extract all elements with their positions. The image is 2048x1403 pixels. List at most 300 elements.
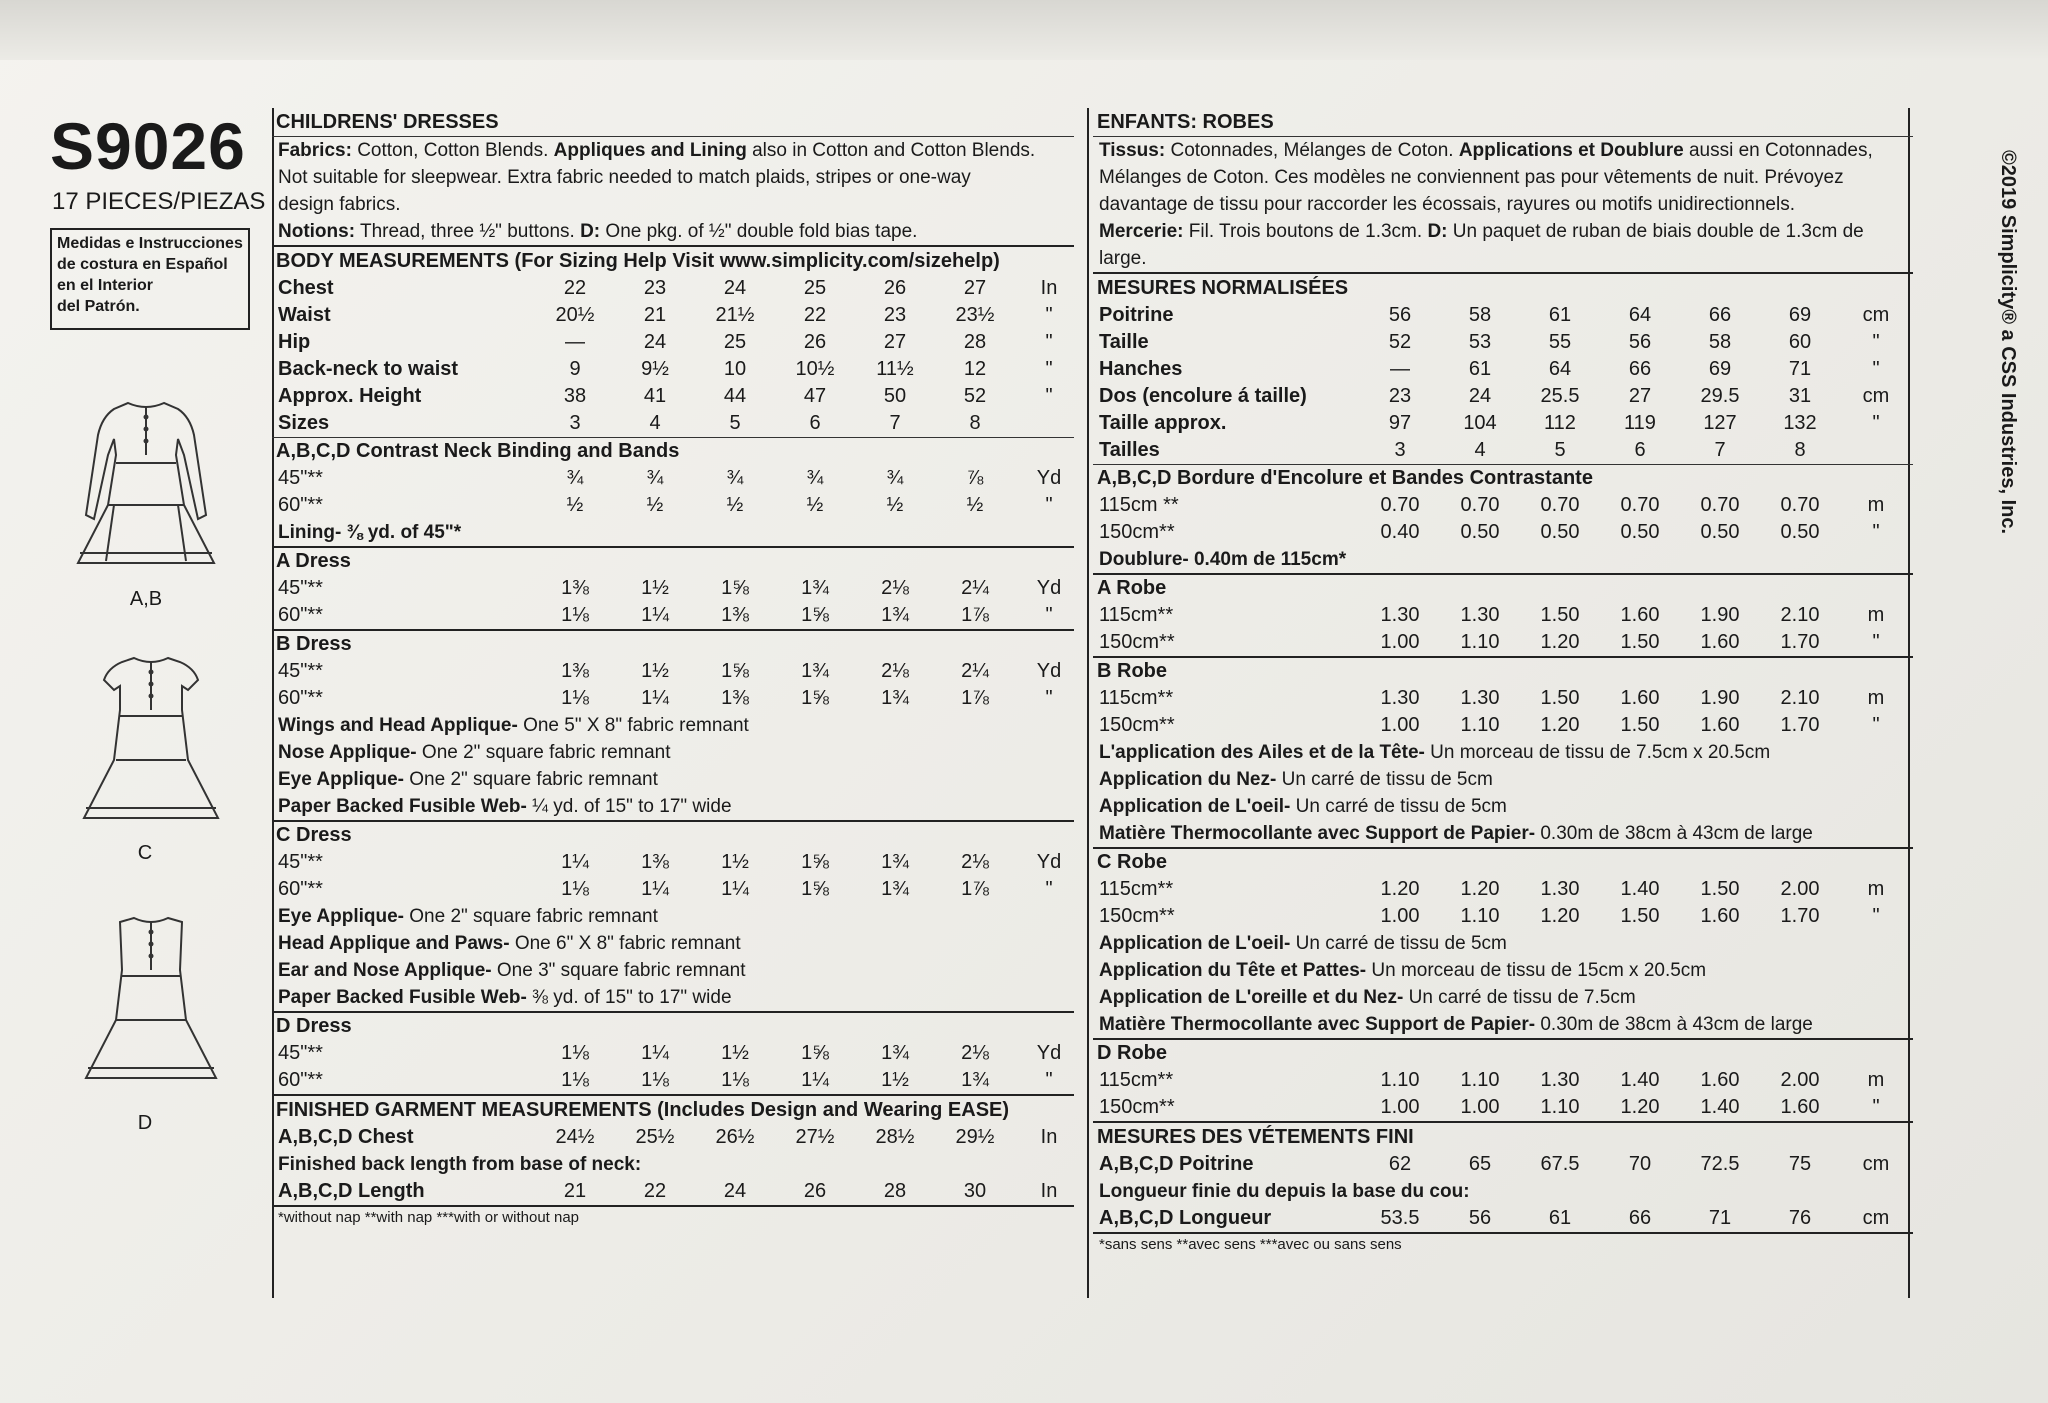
table-row (1093, 383, 1913, 410)
cell-value: 6 (1634, 439, 1646, 461)
cell-value: ¾ (886, 467, 904, 489)
fabrics-paragraph (272, 137, 1074, 218)
row-label: 115cm** (1099, 604, 1174, 626)
cell-value: 1¼ (721, 878, 749, 900)
note-bold: Ear and Nose Applique- (278, 960, 492, 981)
finished-longueur-row (1093, 1205, 1913, 1234)
cell-value: 10 (723, 358, 747, 380)
table-row (1093, 1094, 1913, 1121)
table-row (272, 383, 1074, 410)
section-title: B Robe (1097, 660, 1167, 682)
table-row (272, 275, 1074, 302)
note-bold: L'application des Ailes et de la Tête- (1099, 742, 1425, 763)
cell-value: 112 (1544, 412, 1576, 434)
unit-label: Yd (1036, 660, 1062, 682)
cell-value: 58 (1708, 331, 1732, 353)
unit-label: " (1045, 687, 1053, 709)
cell-value: 1⅜ (561, 660, 589, 682)
cell-value: 1.30 (1460, 687, 1500, 709)
table-row (272, 685, 1074, 712)
cell-value: 1.60 (1620, 687, 1660, 709)
section-title: C Robe (1097, 851, 1167, 873)
cell-value: 3 (569, 412, 581, 434)
cell-value: 72.5 (1700, 1153, 1740, 1175)
cell-value: 24½ (555, 1126, 595, 1148)
table-row (1093, 1067, 1913, 1094)
notions-paragraph (272, 218, 1074, 247)
cell-value: 1.40 (1700, 1096, 1740, 1118)
cell-value: 1¾ (881, 851, 909, 873)
row-label: 60"** (278, 494, 323, 516)
section-title: C Dress (276, 824, 352, 846)
section-note (272, 984, 1074, 1011)
mesures-header: MESURES NORMALISÉES (1097, 277, 1349, 299)
unit-label: " (1872, 905, 1880, 927)
body-measurements-table (272, 275, 1074, 410)
unit-label: " (1045, 604, 1053, 626)
row-label: Dos (encolure á taille) (1099, 385, 1307, 407)
cell-value: 1.50 (1540, 687, 1580, 709)
tissus-line-3: davantage de tissu pour raccorder les écossais, rayures ou motifs unidirectionnels. (1099, 194, 1795, 215)
row-label: Poitrine (1099, 304, 1174, 326)
yardage-section (1093, 1040, 1913, 1123)
cell-value: 1.70 (1780, 905, 1820, 927)
view-label-d: D (137, 1112, 153, 1134)
note-bold: Paper Backed Fusible Web- (278, 796, 527, 817)
cell-value: 1.00 (1380, 631, 1420, 653)
copyright-text: ©2019 Simplicity® a CSS Industries, Inc. (1997, 150, 2019, 535)
row-label: 150cm** (1099, 631, 1175, 653)
cell-value: 24 (723, 1180, 747, 1202)
cell-value: 66 (1628, 1207, 1652, 1229)
finished-length-row (272, 1178, 1074, 1207)
cell-value: 26 (883, 277, 907, 299)
cell-value: 1¼ (641, 687, 669, 709)
cell-value: 25.5 (1540, 385, 1580, 407)
cell-value: 25 (803, 277, 827, 299)
unit-label: In (1040, 1126, 1058, 1148)
unit-label: Yd (1036, 1042, 1062, 1064)
row-label: 60"** (278, 604, 323, 626)
unit-label: " (1872, 1096, 1880, 1118)
note-bold: Application de L'oeil- (1099, 796, 1291, 817)
row-label: Approx. Height (278, 385, 422, 407)
note-text: One 2" square fabric remnant (403, 906, 658, 927)
cell-value: 66 (1708, 304, 1732, 326)
row-label: 45"** (278, 1042, 323, 1064)
cell-value: 23 (643, 277, 667, 299)
spanish-note-line: de costura en Español (57, 256, 228, 273)
finished-poitrine-row (1093, 1151, 1913, 1178)
cell-value: 69 (1788, 304, 1812, 326)
unit-label: Yd (1036, 467, 1062, 489)
note-bold: Nose Applique- (278, 742, 417, 763)
cell-value: 26 (803, 331, 827, 353)
cell-value: 119 (1624, 412, 1656, 434)
row-label: Tailles (1099, 439, 1160, 461)
cell-value: 132 (1783, 412, 1817, 434)
table-row (1093, 329, 1913, 356)
cell-value: 2¼ (961, 577, 989, 599)
cell-value: 44 (723, 385, 747, 407)
unit-label: Yd (1036, 577, 1062, 599)
spanish-note-line: Medidas e Instrucciones (57, 235, 243, 252)
cell-value: 1¾ (881, 687, 909, 709)
cell-value: 104 (1463, 412, 1497, 434)
row-label: 115cm** (1099, 878, 1174, 900)
yardage-section (1093, 575, 1913, 658)
cell-value: 1⅛ (561, 687, 589, 709)
yardage-section (1093, 658, 1913, 849)
cell-value: 1½ (641, 660, 669, 682)
cell-value: 1.70 (1780, 631, 1820, 653)
cell-value: 26 (803, 1180, 827, 1202)
dress-c-sketch (76, 650, 226, 830)
cell-value: 1.10 (1460, 631, 1500, 653)
cell-value: ¾ (806, 467, 824, 489)
row-label: 115cm** (1099, 1069, 1174, 1091)
cell-value: 1¾ (881, 878, 909, 900)
cell-value: 66 (1628, 358, 1652, 380)
finished-chest-row (272, 1124, 1074, 1151)
section-title: A,B,C,D Bordure d'Encolure et Bandes Contrastante (1097, 467, 1593, 489)
cell-value: ½ (806, 494, 824, 516)
cell-value: 7 (889, 412, 901, 434)
dress-ab-sketch (66, 395, 226, 575)
cell-value: 1.60 (1780, 1096, 1820, 1118)
table-row (272, 1040, 1074, 1067)
cell-value: 0.70 (1460, 494, 1500, 516)
cell-value: 1⅛ (721, 1069, 749, 1091)
unit-label: " (1872, 714, 1880, 736)
section-title: A Dress (276, 550, 351, 572)
cell-value: 1¾ (801, 577, 829, 599)
cell-value: 60 (1788, 331, 1812, 353)
cell-value: 0.70 (1780, 494, 1820, 516)
cell-value: 27 (883, 331, 907, 353)
section-title: A,B,C,D Contrast Neck Binding and Bands (276, 440, 680, 462)
yardage-section (272, 631, 1074, 822)
cell-value: 1⅝ (721, 577, 749, 599)
cell-value: 0.70 (1540, 494, 1580, 516)
cell-value: 1.60 (1700, 1069, 1740, 1091)
cell-value: 2⅛ (961, 1042, 989, 1064)
cell-value: 25 (723, 331, 747, 353)
note-bold: Matière Thermocollante avec Support de Papier- (1099, 1014, 1536, 1035)
cell-value: 6 (809, 412, 821, 434)
spanish-note-line: en el Interior (57, 277, 154, 294)
cell-value: 1⅛ (561, 1069, 589, 1091)
cell-value: 1.50 (1700, 878, 1740, 900)
cell-value: 1⅜ (561, 577, 589, 599)
tissus-bold: Applications et Doublure (1458, 140, 1684, 161)
longueur-note: Longueur finie du depuis la base du cou: (1099, 1181, 1470, 1202)
cell-value: 8 (969, 412, 981, 434)
cell-value: 1¼ (561, 851, 589, 873)
unit-label: " (1872, 412, 1880, 434)
spanish-note-line: del Patrón. (57, 298, 140, 315)
cell-value: 64 (1628, 304, 1652, 326)
cell-value: 1.70 (1780, 714, 1820, 736)
cell-value: 1⅝ (721, 660, 749, 682)
note-text: Un carré de tissu de 5cm (1276, 769, 1493, 790)
cell-value: 1.00 (1380, 905, 1420, 927)
cell-value: 22 (643, 1180, 667, 1202)
cell-value: 1.20 (1380, 878, 1420, 900)
cell-value: ¾ (726, 467, 744, 489)
unit-label: " (1045, 304, 1053, 326)
cell-value: 1⅛ (561, 878, 589, 900)
section-title: D Robe (1097, 1042, 1167, 1064)
row-label: 115cm ** (1099, 494, 1179, 516)
cell-value: 97 (1388, 412, 1412, 434)
row-label: 60"** (278, 878, 323, 900)
english-title: CHILDRENS' DRESSES (272, 108, 1074, 137)
metrage-sections (1093, 465, 1913, 1123)
note-text: 0.30m de 38cm à 43cm de large (1535, 1014, 1813, 1035)
note-text: ⅜ yd. of 15" to 17" wide (526, 987, 732, 1008)
table-row (1093, 629, 1913, 656)
cell-value: 11½ (876, 358, 914, 380)
tissus-paragraph (1093, 137, 1913, 218)
unit-label: " (1872, 631, 1880, 653)
section-note (1093, 930, 1913, 957)
dress-d-sketch (76, 910, 226, 1090)
cell-value: 2⅛ (881, 577, 909, 599)
cell-value: 56 (1468, 1207, 1492, 1229)
english-column (272, 108, 1074, 1229)
row-label: A,B,C,D Length (278, 1180, 425, 1202)
cell-value: 1¼ (641, 1042, 669, 1064)
cell-value: 12 (963, 358, 987, 380)
fabrics-rest: also in Cotton and Cotton Blends. (746, 140, 1036, 161)
cell-value: 1.30 (1380, 604, 1420, 626)
note-bold: Wings and Head Applique- (278, 715, 518, 736)
row-label: 150cm** (1099, 1096, 1175, 1118)
cell-value: 71 (1708, 1207, 1732, 1229)
sizes-row (272, 410, 1074, 438)
cell-value: 1.10 (1380, 1069, 1420, 1091)
section-note (1093, 739, 1913, 766)
finished-measurements-header: FINISHED GARMENT MEASUREMENTS (Includes Design and Wearing EASE) (276, 1099, 1010, 1121)
table-row (1093, 712, 1913, 739)
unit-label: m (1867, 1069, 1885, 1091)
cell-value: 64 (1548, 358, 1572, 380)
table-row (1093, 685, 1913, 712)
french-title: ENFANTS: ROBES (1093, 108, 1913, 137)
note-bold: Head Applique and Paws- (278, 933, 510, 954)
unit-label: " (1045, 331, 1053, 353)
cell-value: 56 (1388, 304, 1412, 326)
cell-value: 71 (1788, 358, 1812, 380)
table-row (272, 302, 1074, 329)
note-text: Un carré de tissu de 5cm (1290, 933, 1507, 954)
unit-label: m (1867, 494, 1885, 516)
cell-value: ¾ (646, 467, 664, 489)
table-row (272, 1067, 1074, 1094)
cell-value: 0.50 (1540, 521, 1580, 543)
row-label: Hanches (1099, 358, 1183, 380)
section-title: D Dress (276, 1015, 352, 1037)
row-label: A,B,C,D Poitrine (1099, 1153, 1254, 1175)
cell-value: 0.50 (1780, 521, 1820, 543)
cell-value: 1.00 (1380, 714, 1420, 736)
cell-value: 58 (1468, 304, 1492, 326)
cell-value: 22 (563, 277, 587, 299)
cell-value: ½ (646, 494, 664, 516)
cell-value: 61 (1548, 304, 1572, 326)
unit-label: m (1867, 878, 1885, 900)
section-note (272, 903, 1074, 930)
cell-value: 24 (723, 277, 747, 299)
unit-label: In (1040, 277, 1058, 299)
cell-value: 3 (1394, 439, 1406, 461)
cell-value: 1¾ (881, 604, 909, 626)
note-text: One 5" X 8" fabric remnant (517, 715, 749, 736)
note-text: Un morceau de tissu de 15cm x 20.5cm (1366, 960, 1707, 981)
unit-label: " (1045, 358, 1053, 380)
cell-value: 1.90 (1700, 604, 1740, 626)
cell-value: 1.20 (1540, 905, 1580, 927)
note-bold: Application de L'oreille et du Nez- (1099, 987, 1404, 1008)
section-note (272, 930, 1074, 957)
fabrics-text: Cotton, Cotton Blends. (351, 140, 554, 161)
mesures-finies-header: MESURES DES VÉTEMENTS FINI (1097, 1126, 1414, 1148)
cell-value: 0.70 (1700, 494, 1740, 516)
fabrics-line-3: design fabrics. (278, 194, 401, 215)
note-text: One 2" square fabric remnant (416, 742, 671, 763)
cell-value: 7 (1714, 439, 1726, 461)
cell-value: 22 (803, 304, 827, 326)
cell-value: 28 (883, 1180, 907, 1202)
cell-value: 0.40 (1380, 521, 1420, 543)
table-row (272, 465, 1074, 492)
cell-value: 1.60 (1620, 604, 1660, 626)
cell-value: 69 (1708, 358, 1732, 380)
cell-value: 1.60 (1700, 631, 1740, 653)
unit-label: Yd (1036, 851, 1062, 873)
cell-value: — (1390, 358, 1410, 380)
section-note (1093, 984, 1913, 1011)
pattern-number: S9026 (50, 109, 246, 183)
row-label: Taille (1099, 331, 1149, 353)
cell-value: 21½ (715, 304, 755, 326)
row-label: Back-neck to waist (278, 358, 459, 380)
row-label: Chest (278, 277, 334, 299)
cell-value: ½ (886, 494, 904, 516)
yardage-section (1093, 465, 1913, 575)
cell-value: 52 (1388, 331, 1412, 353)
view-label-c: C (137, 842, 153, 864)
cell-value: 1.00 (1380, 1096, 1420, 1118)
cell-value: 1.30 (1540, 878, 1580, 900)
yardage-section (272, 822, 1074, 1013)
cell-value: 1¾ (801, 660, 829, 682)
section-note (272, 957, 1074, 984)
note-bold: Paper Backed Fusible Web- (278, 987, 527, 1008)
row-label: 60"** (278, 1069, 323, 1091)
mercerie-label: Mercerie: (1099, 221, 1184, 242)
cell-value: 1¼ (801, 1069, 829, 1091)
cell-value: 1⅛ (561, 1042, 589, 1064)
notions-text: Thread, three ½" buttons. (355, 221, 581, 242)
row-label: Sizes (278, 412, 330, 434)
cell-value: 1.10 (1460, 1069, 1500, 1091)
unit-label: " (1872, 521, 1880, 543)
cell-value: 4 (1474, 439, 1486, 461)
cell-value: 1.10 (1540, 1096, 1580, 1118)
row-label: 115cm** (1099, 687, 1174, 709)
cell-value: 30 (963, 1180, 987, 1202)
cell-value: 1⅝ (801, 1042, 829, 1064)
unit-label: cm (1862, 385, 1890, 407)
table-row (1093, 1151, 1913, 1178)
note-text: Lining- ⅜ yd. of 45"* (278, 522, 462, 543)
table-row (272, 575, 1074, 602)
cell-value: 67.5 (1540, 1153, 1580, 1175)
cell-value: 1½ (881, 1069, 909, 1091)
cell-value: 1⅞ (961, 604, 989, 626)
cell-value: ¾ (566, 467, 584, 489)
cell-value: 1.30 (1380, 687, 1420, 709)
unit-label: m (1867, 604, 1885, 626)
row-label: Waist (278, 304, 331, 326)
cell-value: 1⅝ (801, 851, 829, 873)
cell-value: 5 (729, 412, 741, 434)
finished-back-note: Finished back length from base of neck: (278, 1154, 642, 1175)
cell-value: 2.10 (1780, 604, 1820, 626)
cell-value: 47 (803, 385, 827, 407)
unit-label: cm (1862, 1207, 1890, 1229)
cell-value: 1.90 (1700, 687, 1740, 709)
note-text: Un carré de tissu de 7.5cm (1403, 987, 1636, 1008)
table-row (1093, 602, 1913, 629)
view-label-ab: A,B (129, 588, 163, 610)
cell-value: ½ (726, 494, 744, 516)
mercerie-paragraph (1093, 218, 1913, 274)
section-note (1093, 820, 1913, 847)
cell-value: 1.00 (1460, 1096, 1500, 1118)
note-text: One 3" square fabric remnant (491, 960, 746, 981)
row-label: 150cm** (1099, 714, 1175, 736)
cell-value: 53.5 (1380, 1207, 1420, 1229)
cell-value: ⅞ (966, 467, 984, 489)
cell-value: 2⅛ (881, 660, 909, 682)
section-note (272, 712, 1074, 739)
row-label: 150cm** (1099, 905, 1175, 927)
cell-value: 1.20 (1460, 878, 1500, 900)
cell-value: 1.40 (1620, 878, 1660, 900)
row-label: 45"** (278, 851, 323, 873)
unit-label: " (1045, 494, 1053, 516)
cell-value: ½ (966, 494, 984, 516)
cell-value: 41 (643, 385, 667, 407)
section-note (1093, 793, 1913, 820)
english-footnote: *without nap **with nap ***with or without nap (278, 1209, 580, 1226)
cell-value: 2¼ (961, 660, 989, 682)
table-row (272, 410, 1074, 437)
note-text: One 2" square fabric remnant (403, 769, 658, 790)
unit-label: In (1040, 1180, 1058, 1202)
yardage-section (272, 438, 1074, 548)
yardage-section (272, 1013, 1074, 1096)
table-row (272, 329, 1074, 356)
table-row (272, 876, 1074, 903)
table-row (1093, 1205, 1913, 1232)
table-row (1093, 302, 1913, 329)
row-label: A,B,C,D Chest (278, 1126, 414, 1148)
cell-value: 25½ (635, 1126, 675, 1148)
